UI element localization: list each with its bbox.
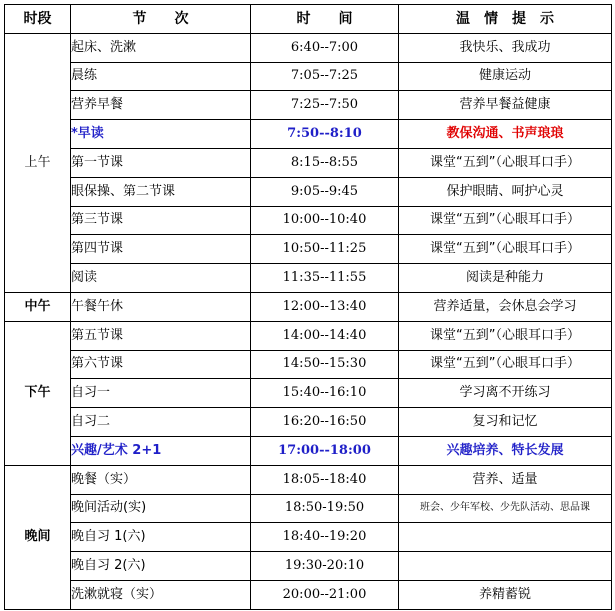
session-cell: 起床、洗漱 xyxy=(71,33,251,62)
table-row xyxy=(5,523,612,552)
tip-cell: 教保沟通、书声琅琅 xyxy=(399,120,612,149)
tip-cell: 保护眼睛、呵护心灵 xyxy=(399,177,612,206)
tip-cell: 我快乐、我成功 xyxy=(399,33,612,62)
table-row xyxy=(5,33,612,62)
time-cell: 18:40--19:20 xyxy=(251,523,399,552)
tip-cell: 复习和记忆 xyxy=(399,408,612,437)
time-cell: 15:40--16:10 xyxy=(251,379,399,408)
session-cell: 第四节课 xyxy=(71,235,251,264)
tip-cell: 营养适量，会休息会学习 xyxy=(399,292,612,321)
time-cell: 20:00--21:00 xyxy=(251,580,399,609)
table-row xyxy=(5,321,612,350)
time-cell: 7:25--7:50 xyxy=(251,91,399,120)
session-cell: 洗漱就寝（实） xyxy=(71,580,251,609)
table-row xyxy=(5,264,612,293)
period-evening: 晚间 xyxy=(5,465,71,609)
table-row xyxy=(5,580,612,609)
tip-cell: 班会、少年军校、少先队活动、思品课 xyxy=(399,494,612,523)
session-cell: 兴趣/艺术 2+1 xyxy=(71,436,251,465)
tip-cell: 课堂“五到”（心眼耳口手） xyxy=(399,350,612,379)
session-cell: 第六节课 xyxy=(71,350,251,379)
table-row xyxy=(5,235,612,264)
session-cell: 晚间活动(实) xyxy=(71,494,251,523)
tip-cell xyxy=(399,552,612,581)
table-row xyxy=(5,62,612,91)
period-noon: 中午 xyxy=(5,292,71,321)
header-session: 节 次 xyxy=(71,5,251,34)
session-cell: 营养早餐 xyxy=(71,91,251,120)
tip-cell: 营养早餐益健康 xyxy=(399,91,612,120)
time-cell: 14:00--14:40 xyxy=(251,321,399,350)
table-row xyxy=(5,148,612,177)
session-cell: 第三节课 xyxy=(71,206,251,235)
session-cell: 晚餐（实） xyxy=(71,465,251,494)
table-row-highlight xyxy=(5,120,612,149)
table-row xyxy=(5,91,612,120)
tip-cell: 营养、适量 xyxy=(399,465,612,494)
tip-cell: 课堂“五到”（心眼耳口手） xyxy=(399,206,612,235)
header-tip: 温 情 提 示 xyxy=(399,5,612,34)
time-cell: 16:20--16:50 xyxy=(251,408,399,437)
tip-cell: 课堂“五到”（心眼耳口手） xyxy=(399,321,612,350)
time-cell: 10:50--11:25 xyxy=(251,235,399,264)
time-cell: 6:40--7:00 xyxy=(251,33,399,62)
time-cell: 19:30-20:10 xyxy=(251,552,399,581)
table-row xyxy=(5,408,612,437)
table-row xyxy=(5,177,612,206)
session-cell: 自习一 xyxy=(71,379,251,408)
time-cell: 11:35--11:55 xyxy=(251,264,399,293)
time-cell: 17:00--18:00 xyxy=(251,436,399,465)
table-row xyxy=(5,465,612,494)
time-cell: 18:50-19:50 xyxy=(251,494,399,523)
session-cell: 第五节课 xyxy=(71,321,251,350)
time-cell: 12:00--13:40 xyxy=(251,292,399,321)
time-cell: 10:00--10:40 xyxy=(251,206,399,235)
header-row xyxy=(5,5,612,34)
table-row xyxy=(5,206,612,235)
table-row xyxy=(5,292,612,321)
tip-cell: 养精蓄锐 xyxy=(399,580,612,609)
schedule-table xyxy=(4,4,612,610)
session-cell: *早读 xyxy=(71,120,251,149)
session-cell: 自习二 xyxy=(71,408,251,437)
period-morning: 上午 xyxy=(5,33,71,292)
session-cell: 眼保操、第二节课 xyxy=(71,177,251,206)
table-row xyxy=(5,552,612,581)
tip-cell: 学习离不开练习 xyxy=(399,379,612,408)
time-cell: 9:05--9:45 xyxy=(251,177,399,206)
header-time: 时 间 xyxy=(251,5,399,34)
tip-cell: 课堂“五到”（心眼耳口手） xyxy=(399,148,612,177)
tip-cell: 阅读是种能力 xyxy=(399,264,612,293)
header-period: 时段 xyxy=(5,5,71,34)
period-afternoon: 下午 xyxy=(5,321,71,465)
session-cell: 阅读 xyxy=(71,264,251,293)
tip-cell: 健康运动 xyxy=(399,62,612,91)
time-cell: 7:05--7:25 xyxy=(251,62,399,91)
session-cell: 第一节课 xyxy=(71,148,251,177)
table-row xyxy=(5,350,612,379)
table-row-highlight xyxy=(5,436,612,465)
time-cell: 18:05--18:40 xyxy=(251,465,399,494)
table-row xyxy=(5,494,612,523)
time-cell: 8:15--8:55 xyxy=(251,148,399,177)
tip-cell xyxy=(399,523,612,552)
session-cell: 晨练 xyxy=(71,62,251,91)
session-cell: 午餐午休 xyxy=(71,292,251,321)
session-cell: 晚自习 1(六) xyxy=(71,523,251,552)
time-cell: 7:50--8:10 xyxy=(251,120,399,149)
table-row xyxy=(5,379,612,408)
tip-cell: 课堂“五到”（心眼耳口手） xyxy=(399,235,612,264)
time-cell: 14:50--15:30 xyxy=(251,350,399,379)
tip-cell: 兴趣培养、特长发展 xyxy=(399,436,612,465)
session-cell: 晚自习 2(六) xyxy=(71,552,251,581)
